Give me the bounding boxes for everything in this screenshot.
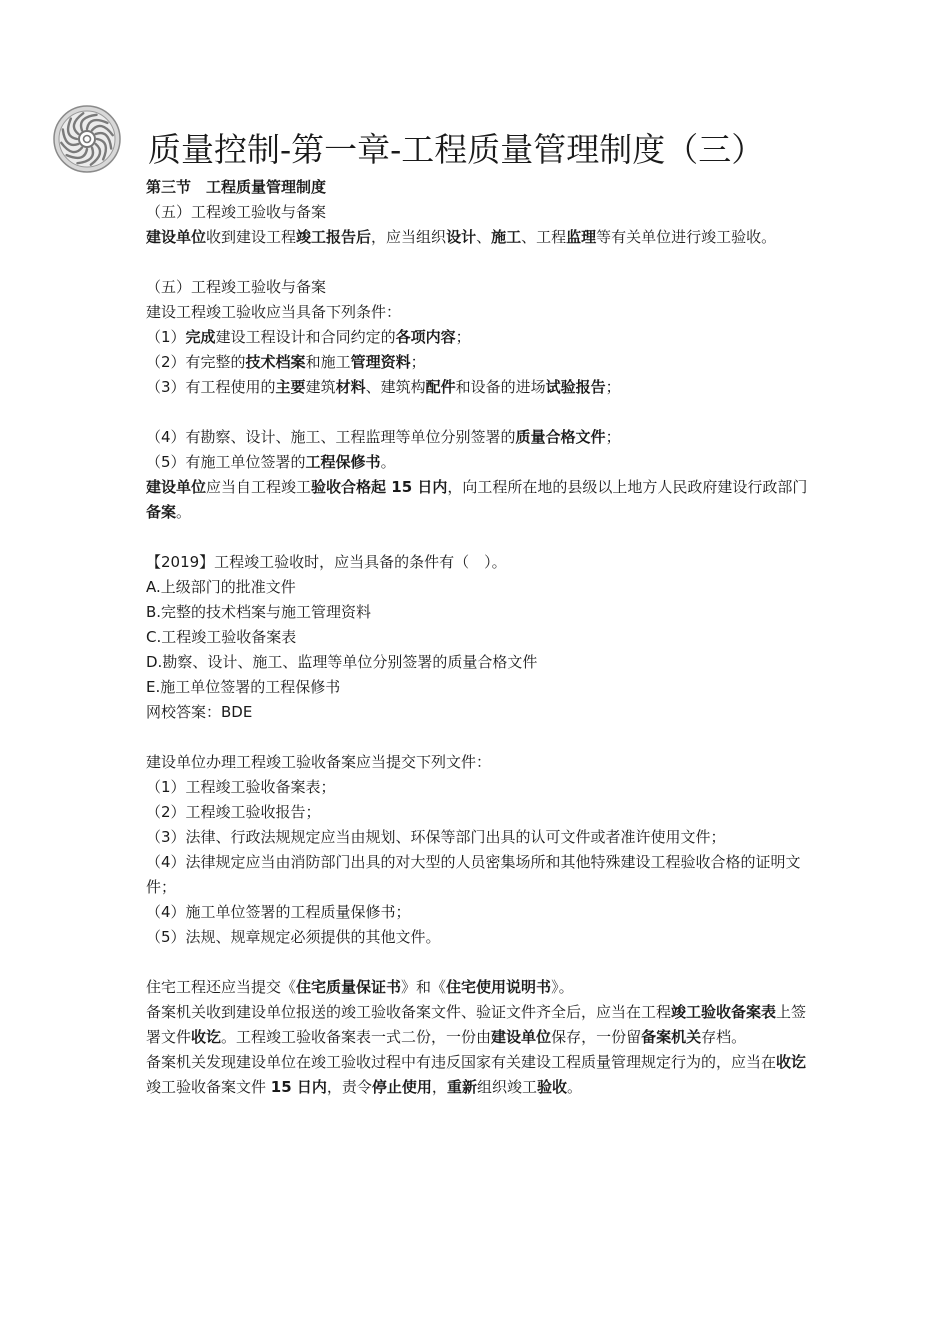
- documents-intro: [146, 750, 812, 775]
- bold-text: 建设单位: [491, 1028, 552, 1046]
- text: A.上级部门的批准文件: [146, 578, 296, 596]
- blank-line: [146, 950, 812, 975]
- condition-3: [146, 375, 812, 400]
- bold-text: 验收: [536, 1078, 567, 1096]
- blank-line: [146, 525, 812, 550]
- text: 备案机关收到建设单位报送的竣工验收备案文件、验证文件齐全后，应当在工程: [146, 1003, 672, 1021]
- text: 建设工程竣工验收应当具备下列条件：: [146, 303, 402, 321]
- bold-text: 收讫: [191, 1028, 222, 1046]
- section-heading: 第三节 工程质量管理制度: [146, 178, 327, 196]
- text: 应当自工程竣工: [206, 478, 312, 496]
- bold-text: 重新: [446, 1078, 477, 1096]
- bold-text: 质量合格文件: [515, 428, 606, 446]
- bold-text: 收讫: [776, 1053, 807, 1071]
- text: 。: [566, 1078, 582, 1096]
- bold-text: 监理: [566, 228, 597, 246]
- text: 、建筑构: [365, 378, 426, 396]
- document-3: [146, 825, 812, 850]
- text: ；: [605, 428, 621, 446]
- document-2: [146, 800, 812, 825]
- text: 建设单位办理工程竣工验收备案应当提交下列文件：: [146, 753, 492, 771]
- bold-text: 主要: [275, 378, 306, 396]
- text: （4）法律规定应当由消防部门出具的对大型的人员密集场所和其他特殊建设工程验收合格的证明文件；: [146, 853, 801, 896]
- text: 建设工程设计和合同约定的: [215, 328, 396, 346]
- paragraph-residential: [146, 975, 812, 1000]
- text: 等有关单位进行竣工验收。: [596, 228, 777, 246]
- text: （4）有勘察、设计、施工、工程监理等单位分别签署的: [146, 428, 516, 446]
- bold-text: 15 日内: [270, 1078, 327, 1096]
- bold-text: 建设单位: [146, 478, 207, 496]
- conditions-intro: [146, 300, 812, 325]
- text: ；: [410, 353, 426, 371]
- bold-text: 试验报告: [545, 378, 606, 396]
- text: 、: [476, 228, 492, 246]
- text: 、工程: [521, 228, 567, 246]
- document-body: [146, 175, 812, 1100]
- text: 上签署文件: [146, 1003, 807, 1046]
- paragraph-violation: [146, 1050, 812, 1100]
- bold-text: 技术档案: [245, 353, 306, 371]
- text: 备案机关发现建设单位在竣工验收过程中有违反国家有关建设工程质量管理规定行为的，应当在: [146, 1053, 777, 1071]
- answer: [146, 700, 812, 725]
- bold-text: 完成: [185, 328, 216, 346]
- text: 》和《: [401, 978, 447, 996]
- text: 。工程竣工验收备案表一式二份，一份由: [221, 1028, 492, 1046]
- sub-heading-5b: [146, 275, 812, 300]
- bold-text: 工程保修书: [305, 453, 381, 471]
- bold-text: 住宅质量保证书: [296, 978, 402, 996]
- text: ，向工程所在地的县级以上地方人民政府建设行政部门: [447, 478, 808, 496]
- text: 存档。: [701, 1028, 747, 1046]
- text: 保存，一份留: [551, 1028, 642, 1046]
- bold-text: 各项内容: [395, 328, 456, 346]
- spiral-circle-logo-icon: [52, 104, 122, 174]
- text: （3）有工程使用的: [146, 378, 276, 396]
- bold-text: 备案: [146, 503, 177, 521]
- bold-text: 材料: [335, 378, 366, 396]
- text: 。: [380, 453, 396, 471]
- option-b: [146, 600, 812, 625]
- option-e: [146, 675, 812, 700]
- text: B.完整的技术档案与施工管理资料: [146, 603, 372, 621]
- text: （5）法规、规章规定必须提供的其他文件。: [146, 928, 441, 946]
- bold-text: 竣工报告后: [296, 228, 372, 246]
- text: 》。: [551, 978, 574, 996]
- sub-heading-5a: [146, 200, 812, 225]
- text: 建筑: [305, 378, 336, 396]
- text: 【2019】工程竣工验收时，应当具备的条件有（ ）。: [146, 553, 507, 571]
- condition-5: [146, 450, 812, 475]
- condition-4: [146, 425, 812, 450]
- blank-line: [146, 725, 812, 750]
- text: （5）有施工单位签署的: [146, 453, 306, 471]
- text: 收到建设工程: [206, 228, 297, 246]
- document-1: [146, 775, 812, 800]
- text: （2）有完整的: [146, 353, 246, 371]
- text: （3）法律、行政法规规定应当由规划、环保等部门出具的认可文件或者准许使用文件；: [146, 828, 726, 846]
- blank-line: [146, 400, 812, 425]
- text: C.工程竣工验收备案表: [146, 628, 297, 646]
- bold-text: 住宅使用说明书: [446, 978, 552, 996]
- exam-question: [146, 550, 812, 575]
- option-d: [146, 650, 812, 675]
- paragraph-list: [146, 200, 812, 1100]
- text: ，责令: [326, 1078, 372, 1096]
- option-c: [146, 625, 812, 650]
- paragraph-filing: [146, 475, 812, 525]
- text: 。: [176, 503, 192, 521]
- bold-text: 竣工验收备案表: [671, 1003, 777, 1021]
- bold-text: 备案机关: [641, 1028, 702, 1046]
- text: ；: [455, 328, 471, 346]
- text: 竣工验收备案文件: [146, 1078, 271, 1096]
- text: 组织竣工: [476, 1078, 537, 1096]
- text: D.勘察、设计、施工、监理等单位分别签署的质量合格文件: [146, 653, 538, 671]
- text: （4）施工单位签署的工程质量保修书；: [146, 903, 411, 921]
- text: 和施工: [305, 353, 351, 371]
- text: （五）工程竣工验收与备案: [146, 278, 327, 296]
- document-4: [146, 850, 812, 900]
- page-title: 质量控制-第一章-工程质量管理制度（三）: [148, 130, 765, 169]
- bold-text: 管理资料: [350, 353, 411, 371]
- bold-text: 施工: [491, 228, 522, 246]
- text: 住宅工程还应当提交《: [146, 978, 297, 996]
- condition-1: [146, 325, 812, 350]
- bold-text: 验收合格起 15 日内: [311, 478, 448, 496]
- text: （1）工程竣工验收备案表；: [146, 778, 336, 796]
- document-5: [146, 925, 812, 950]
- option-a: [146, 575, 812, 600]
- text: ；: [605, 378, 621, 396]
- text: ，应当组织: [371, 228, 447, 246]
- blank-line: [146, 250, 812, 275]
- bold-text: 停止使用: [371, 1078, 432, 1096]
- text: （2）工程竣工验收报告；: [146, 803, 321, 821]
- text: 和设备的进场: [455, 378, 546, 396]
- condition-2: [146, 350, 812, 375]
- paragraph-agency: [146, 1000, 812, 1050]
- text: （五）工程竣工验收与备案: [146, 203, 327, 221]
- text: （1）: [146, 328, 186, 346]
- text: ，: [431, 1078, 447, 1096]
- bold-text: 建设单位: [146, 228, 207, 246]
- bold-text: 配件: [425, 378, 456, 396]
- text: 网校答案：BDE: [146, 703, 253, 721]
- text: E.施工单位签署的工程保修书: [146, 678, 341, 696]
- document-4b: [146, 900, 812, 925]
- bold-text: 设计: [446, 228, 477, 246]
- paragraph-acceptance: [146, 225, 812, 250]
